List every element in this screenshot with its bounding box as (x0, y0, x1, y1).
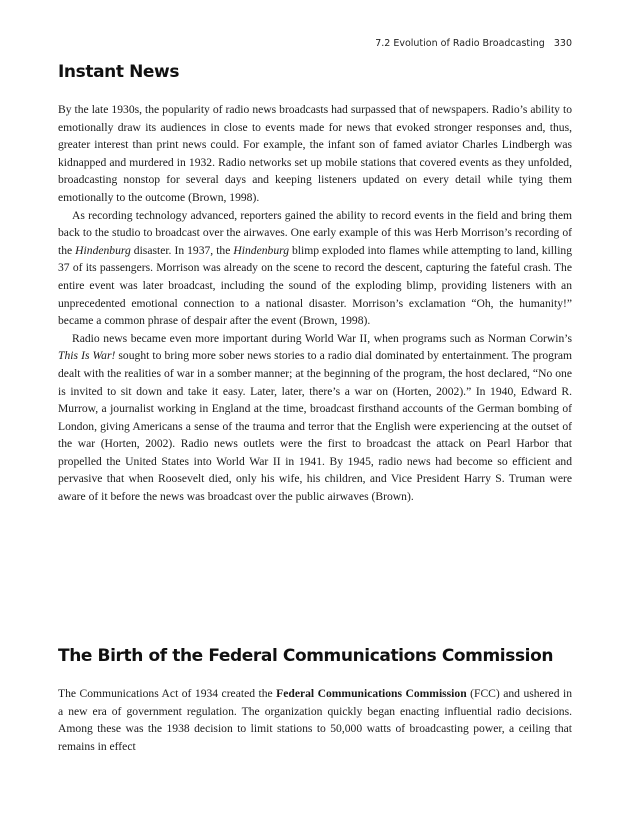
paragraph-3 (58, 330, 572, 506)
hindenburg-italic-2: Hindenburg (233, 243, 289, 257)
this-is-war-italic: This Is War! (58, 349, 116, 363)
fcc-bold-term: Federal Communications Commission (276, 687, 467, 700)
instant-news-body (58, 101, 572, 506)
paragraph-1: By the late 1930s, the popularity of radio news broadcasts had surpassed that of newspapers. Radio’s ability to emotionally draw its audiences in close to events made for news that evoked stronger responses and, thus, greater interest than print news could. For example, the infant son of famed aviator Charles Lindbergh was kidnapped and murdered in 1932. Radio networks set up mobile stations that covered events as they unfolded, broadcasting nonstop for several days and keeping listeners updated on every detail while tying them emotionally to the outcome (Brown, 1998). (58, 103, 572, 204)
paragraph-3-text-c: sought to bring more sober news stories to a radio dial dominated by entertainment. The program dealt with the realities of war in a somber manner; at the beginning of the program, the host declared, “No one is invited to sit down and take it easy. Later, later, there’s a war on (Horten, 2002).” In 1940, Edward R. Murrow, a journalist working in England at the time, broadcast firsthand accounts of the German bombing of London, giving Americans a sense of the trauma and terror that the English were experiencing at the outset of the war (Horten, 2002). Radio news outlets were the first to broadcast the attack on Pearl Harbor that propelled the United States into World War II in 1941. By 1945, radio news had become so efficient and pervasive that when Roosevelt died, only his wife, his children, and Vice President Harry S. Truman were aware of it before the news was broadcast over the public airwaves (Brown). (58, 349, 572, 504)
section-heading-instant-news: Instant News (58, 62, 180, 82)
section-heading-fcc: The Birth of the Federal Communications Commission (58, 646, 554, 666)
paragraph-2-text-e: blimp exploded into flames while attempting to land, killing 37 of its passengers. Morrison was already on the scene to record the descent, capturing the fateful crash. The entire event was later broadcast, including the sound of the exploding blimp, providing listeners with an unprecedented emotional connection to a national disaster. Morrison’s exclamation “Oh, the humanity!” became a common phrase of despair after the event (Brown, 1998). (58, 243, 573, 328)
fcc-paragraph-1 (58, 685, 572, 755)
paragraph-3-text-a: Radio news became even more important during World War II, when programs such as Norman Corwin’s (72, 331, 572, 345)
fcc-body (58, 685, 572, 755)
hindenburg-italic-1: Hindenburg (75, 243, 131, 257)
paragraph-2-text-c: disaster. In 1937, the (130, 243, 234, 257)
paragraph-2-text-a: As recording technology advanced, reporters gained the ability to record events in the field and bring them back to the studio to broadcast over the airwaves. One early example of this was Herb Morrison’s recording of the (58, 208, 572, 257)
fcc-paragraph-1-text-c: (FCC) and ushered in a new era of government regulation. The organization quickly began enacting influential radio decisions. Among these was the 1938 decision to limit stations to 50,000 watts of broadcasting power, a ceiling that remains in effect (58, 687, 572, 753)
document-page (58, 0, 572, 815)
paragraph-2 (58, 207, 572, 330)
fcc-paragraph-1-text-a: The Communications Act of 1934 created the (58, 687, 277, 700)
running-header (375, 38, 572, 49)
page-number: 330 (553, 38, 572, 49)
running-header-section: 7.2 Evolution of Radio Broadcasting (375, 38, 545, 49)
